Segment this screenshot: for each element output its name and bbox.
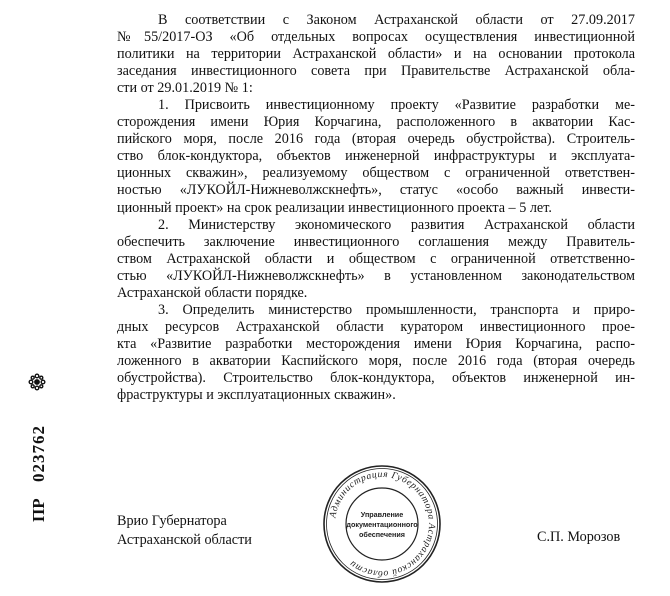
signatory-title-line: Врио Губернатора	[117, 513, 227, 529]
item-1	[117, 97, 635, 216]
item-line: обеспечить заключение инвестиционного соглашения между Правитель-	[117, 233, 635, 250]
item-line: 3. Определить министерство промышленности, транспорта и приро-	[158, 301, 635, 318]
document-body	[117, 12, 635, 404]
registration-prefix: ПР	[29, 498, 48, 522]
item-line: кта «Развитие разработки месторождения имени Юрия Корчагина, распо-	[117, 335, 635, 352]
item-line: ционный проект» на срок реализации инвестиционного проекта – 5 лет.	[117, 199, 552, 216]
item-line: ство блок-кондуктора, объектов инженерной инфраструктуры и эксплуата-	[117, 148, 635, 165]
item-line: стью «ЛУКОЙЛ-Нижневолжскнефть» в установленном законодательством	[117, 267, 635, 284]
registration-number: 023762	[29, 425, 48, 482]
item-line: пийского моря, после 2016 года (вторая очередь обустройства). Строитель-	[117, 131, 635, 148]
item-3	[117, 302, 635, 404]
seal-graphic	[320, 462, 444, 586]
item-line: 2. Министерству экономического развития Астраханской области	[158, 216, 635, 233]
intro-line: заседания инвестиционного совета при Правительстве Астраханской обла-	[117, 63, 635, 80]
seal-center-line: обеспечения	[358, 530, 406, 539]
item-line: дных ресурсов Астраханской области куратором инвестиционного прое-	[117, 318, 635, 335]
signatory-name: С.П. Морозов	[537, 529, 621, 545]
item-line: сторождения имени Юрия Корчагина, расположенного в акватории Кас-	[117, 114, 635, 131]
ornament-icon	[29, 374, 45, 390]
item-line: ционных скважин», реализуемому обществом с ограниченной ответствен-	[117, 165, 635, 182]
intro-line: сти от 29.01.2019 № 1:	[117, 80, 253, 97]
signatory-title-line: Астраханской области	[117, 532, 252, 548]
item-line: фраструктуры и эксплуатационных скважин».	[117, 387, 396, 404]
seal-ring-text: Администрация Губернатора Астраханской области	[327, 468, 438, 580]
intro-line: №55/2017-ОЗ «Об отдельных вопросах осуществления инвестиционной	[117, 29, 635, 46]
registration-stamp-graphic	[8, 370, 68, 530]
item-line: Астраханской области порядке.	[117, 284, 308, 301]
item-line: ностью «ЛУКОЙЛ-Нижневолжскнефть», статус «особо важный инвести-	[117, 182, 635, 199]
item-line: ством Астраханской области и обществом с ограниченной ответственно-	[117, 250, 635, 267]
official-seal	[320, 462, 444, 586]
side-registration-number	[8, 370, 68, 530]
item-2	[117, 217, 635, 302]
item-line: 1. Присвоить инвестиционному проекту «Развитие разработки ме-	[158, 97, 635, 114]
intro-line: политики на территории Астраханской области» и на основании протокола	[117, 46, 635, 63]
signatory-title	[117, 512, 252, 550]
item-line: ложенного в акватории Каспийского моря, после 2016 года (вторая очередь	[117, 352, 635, 369]
seal-center-line: Управление	[360, 510, 404, 519]
intro-paragraph	[117, 12, 635, 97]
intro-line: В соответствии с Законом Астраханской области от 27.09.2017	[158, 12, 635, 28]
seal-center-line: документационного	[346, 520, 418, 529]
item-line: обустройства). Строительство блок-кондуктора, объектов инженерной ин-	[117, 369, 635, 386]
